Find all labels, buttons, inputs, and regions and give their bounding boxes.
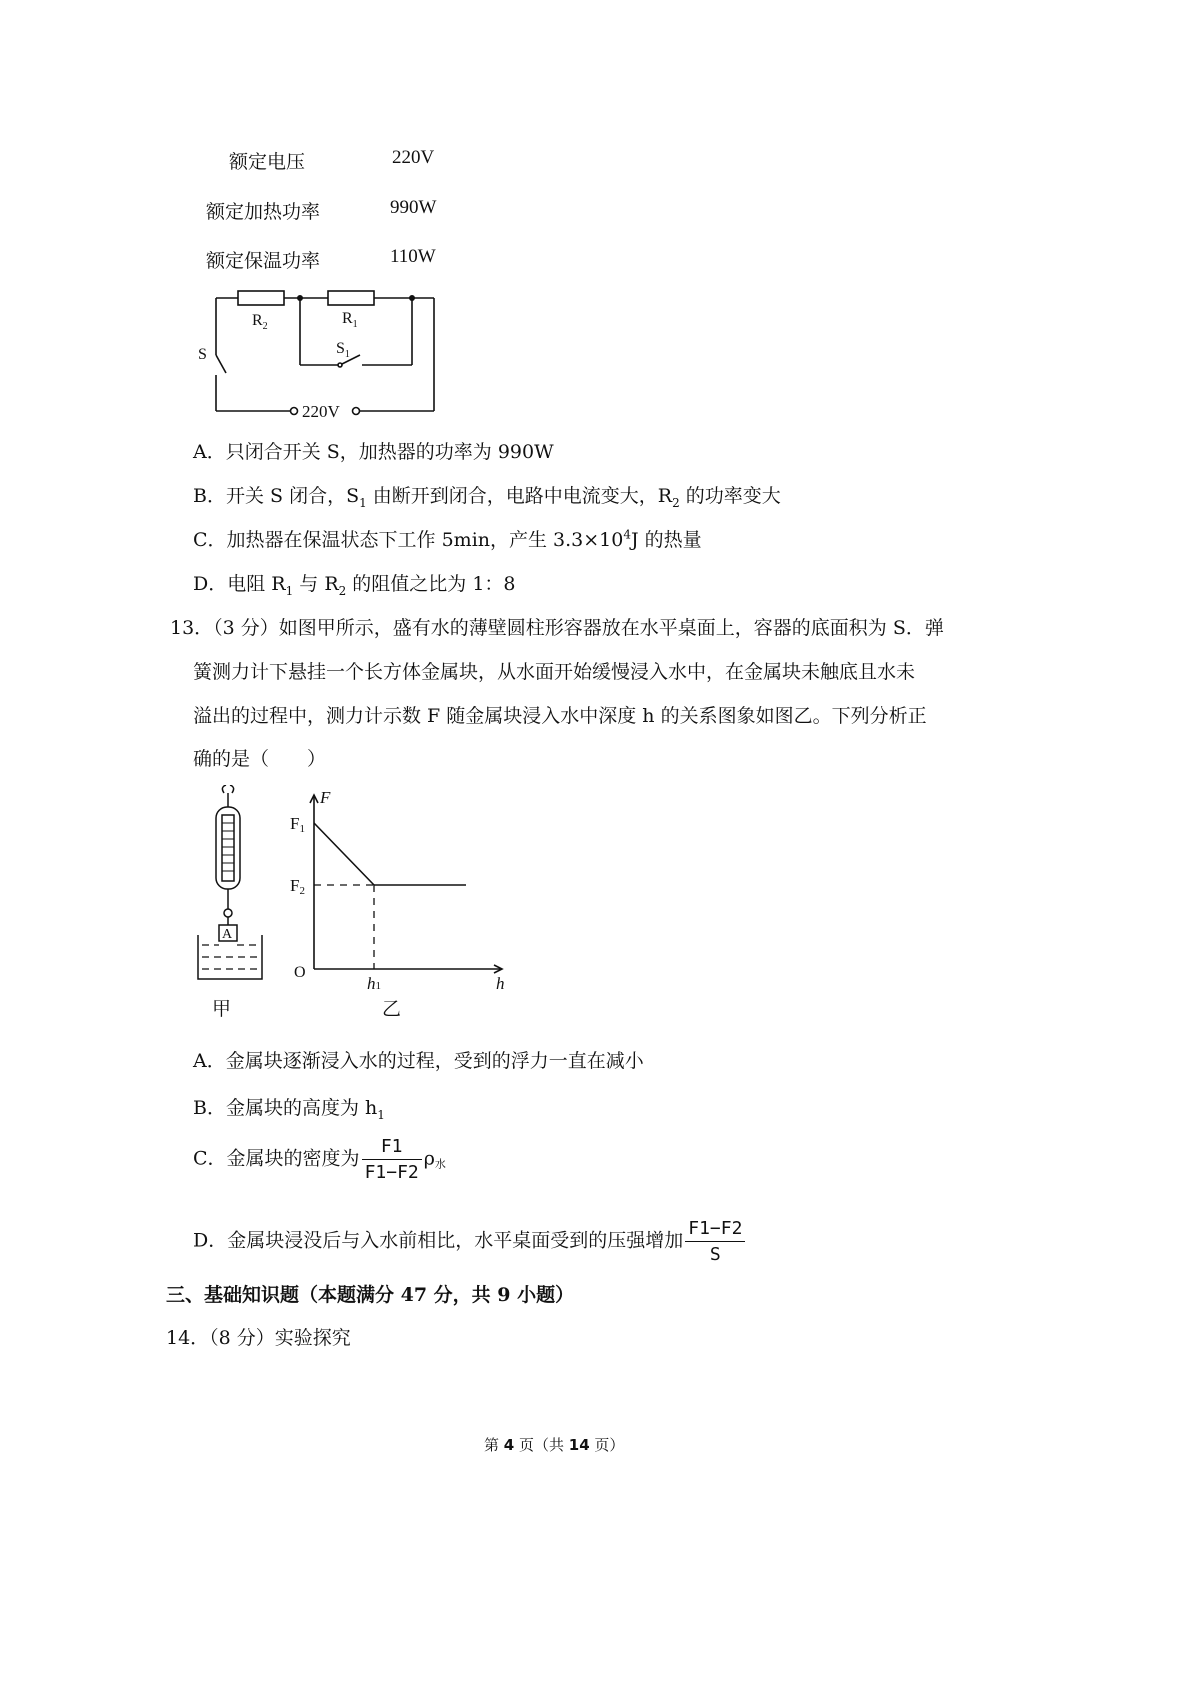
q13-option-d: D．金属块浸没后与入水前相比，水平桌面受到的压强增加 $\frac{F1-F2}{S}$ xyxy=(193,1218,747,1265)
label-source: 220V xyxy=(302,402,340,420)
q12-option-b: B．开关 S 闭合，$S_1$ 由断开到闭合，电路中电流变大，$R_2$ 的功率变大 xyxy=(193,485,781,510)
q12-option-a: A．只闭合开关 S，加热器的功率为 990W xyxy=(193,441,554,463)
label-s: S xyxy=(198,346,207,363)
q12-option-c: C．加热器在保温状态下工作 5min，产生 $3.3\times 10^4J$ 的热量 xyxy=(193,527,702,551)
q13-line-4: 确的是（ ） xyxy=(193,748,327,770)
caption-jia: 甲 xyxy=(212,999,232,1020)
spec-value-voltage: 220V xyxy=(392,147,435,168)
spec-name-warm-power: 额定保温功率 xyxy=(206,250,321,272)
spec-name-voltage: 额定电压 xyxy=(229,151,306,173)
page-footer: 第 4 页（共 14 页） xyxy=(484,1436,625,1454)
figure-yi-graph xyxy=(280,785,520,1025)
label-r1: $R_1$ xyxy=(342,310,358,330)
section-heading: 三、基础知识题（本题满分 47 分，共 9 小题） xyxy=(166,1284,575,1306)
resistor-r1 xyxy=(328,291,374,305)
resistor-r2 xyxy=(238,291,284,305)
circuit-diagram xyxy=(190,285,450,420)
label-r2: $R_2$ xyxy=(252,312,268,332)
q13-option-c: C．金属块的密度为 $\frac{F1}{F1-F2}$ ρ水 xyxy=(193,1136,446,1183)
q13-line-1: 13．（3 分）如图甲所示，盛有水的薄壁圆柱形容器放在水平桌面上，容器的底面积为 S．弹 xyxy=(170,617,944,639)
graph-decreasing-segment xyxy=(314,823,374,885)
tick-label-f2: F2 xyxy=(290,876,305,897)
spec-value-warm-power: 110W xyxy=(390,246,436,267)
caption-yi: 乙 xyxy=(382,999,402,1020)
q13-option-b: B．金属块的高度为 $h_1$ xyxy=(193,1097,385,1122)
tick-label-f1: F1 xyxy=(290,814,305,835)
origin-label: O xyxy=(294,964,306,981)
axis-label-f: F xyxy=(320,788,331,807)
q14-title: 14．（8 分）实验探究 xyxy=(166,1327,351,1349)
q13-line-2: 簧测力计下悬挂一个长方体金属块，从水面开始缓慢浸入水中，在金属块未触底且水未 xyxy=(193,661,916,683)
axis-label-h: h xyxy=(496,974,505,993)
label-s1: $S_1$ xyxy=(336,340,350,360)
q13-line-3: 溢出的过程中，测力计示数 F 随金属块浸入水中深度 h 的关系图象如图乙。下列分析正 xyxy=(193,705,927,727)
tick-label-h1: h1 xyxy=(367,974,381,993)
q12-option-d: D．电阻 $R_1$ 与 $R_2$ 的阻值之比为 1：8 xyxy=(193,573,516,598)
spec-name-heating-power: 额定加热功率 xyxy=(206,201,321,223)
density-fraction: $\frac{F1}{F1-F2}$ xyxy=(362,1136,422,1183)
pressure-fraction: $\frac{F1-F2}{S}$ xyxy=(685,1218,745,1265)
q13-option-a: A．金属块逐渐浸入水的过程，受到的浮力一直在减小 xyxy=(193,1050,644,1072)
block-label: A xyxy=(222,927,233,942)
spec-value-heating-power: 990W xyxy=(390,197,437,218)
